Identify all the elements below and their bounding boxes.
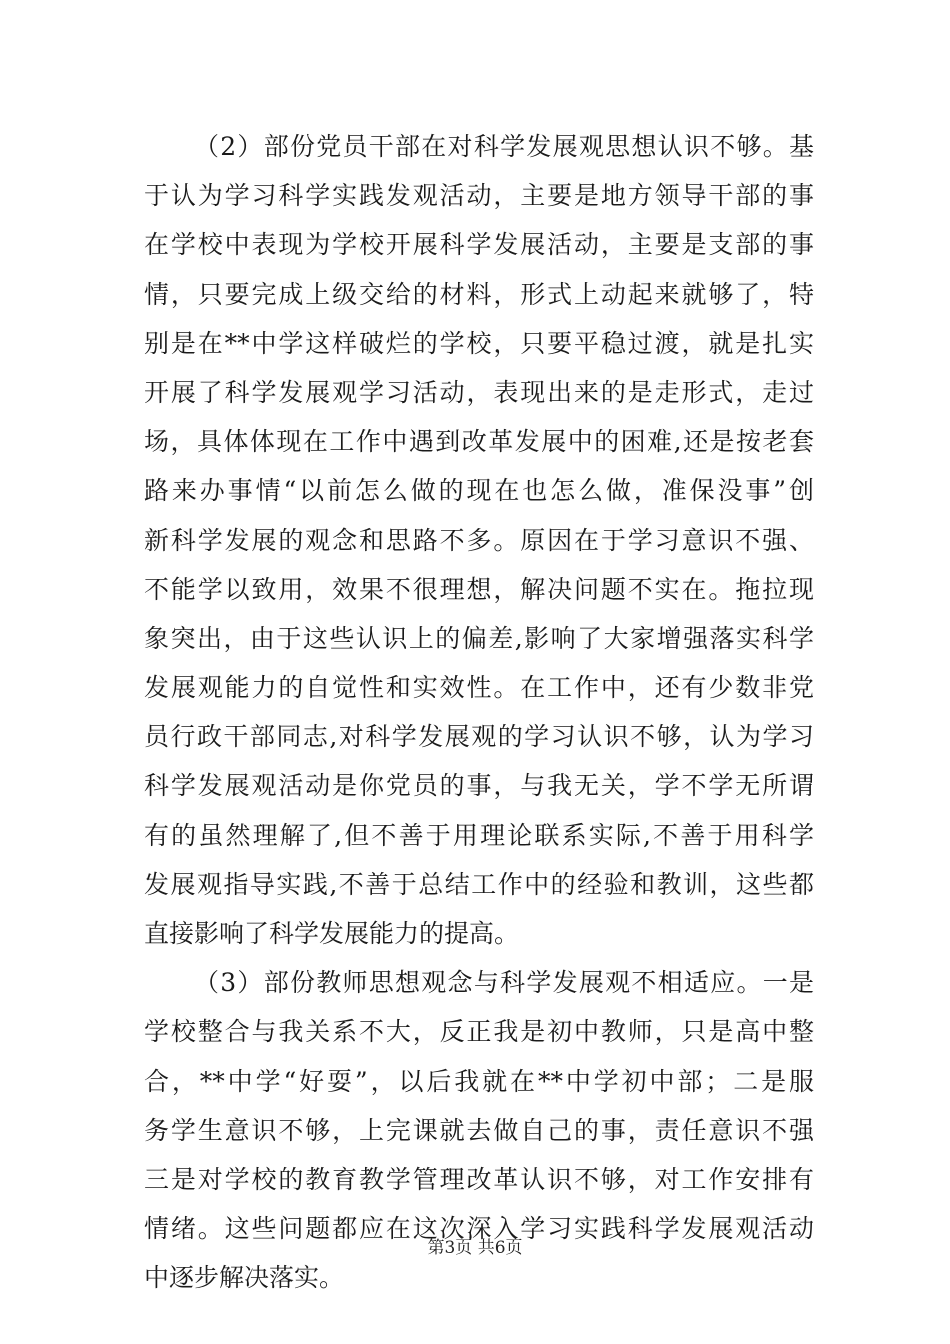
paragraph-2-line-17: 直接影响了科学发展能力的提高。 bbox=[144, 919, 520, 948]
paragraph-3-line-6: 情绪。这些问题都应在这次深入学习实践科学发展观活动 bbox=[144, 1214, 814, 1244]
page-number-footer: 第3页 共6页 bbox=[427, 1238, 523, 1258]
paragraph-2-line-5: 别是在**中学这样破烂的学校，只要平稳过渡，就是扎实 bbox=[144, 328, 814, 358]
paragraph-2-line-16: 发展观指导实践,不善于总结工作中的经验和教训，这些都 bbox=[144, 869, 814, 899]
paragraph-2-line-2: 于认为学习科学实践发观活动，主要是地方领导干部的事 bbox=[144, 181, 814, 211]
paragraph-3-line-2: 学校整合与我关系不大，反正我是初中教师，只是高中整 bbox=[144, 1017, 814, 1047]
paragraph-2-line-6: 开展了科学发展观学习活动，表现出来的是走形式，走过 bbox=[144, 377, 814, 407]
paragraph-3-line-3: 合，**中学“好耍”，以后我就在**中学初中部；二是服 bbox=[144, 1066, 814, 1096]
paragraph-2-line-3: 在学校中表现为学校开展科学发展活动，主要是支部的事 bbox=[144, 230, 814, 260]
paragraph-2-line-12: 发展观能力的自觉性和实效性。在工作中，还有少数非党 bbox=[144, 673, 814, 703]
paragraph-3-line-4: 务学生意识不够，上完课就去做自己的事，责任意识不强 bbox=[144, 1115, 814, 1145]
paragraph-2-line-14: 科学发展观活动是你党员的事，与我无关，学不学无所谓 bbox=[144, 771, 814, 801]
paragraph-2-line-1: （2）部份党员干部在对科学发展观思想认识不够。基 bbox=[194, 132, 814, 161]
paragraph-3-line-7: 中逐步解决落实。 bbox=[144, 1263, 345, 1293]
paragraph-2-line-11: 象突出，由于这些认识上的偏差,影响了大家增强落实科学 bbox=[144, 623, 814, 653]
paragraph-3-line-1: （3）部份教师思想观念与科学发展观不相适应。一是 bbox=[194, 968, 814, 998]
paragraph-2-line-13: 员行政干部同志,对科学发展观的学习认识不够，认为学习 bbox=[144, 722, 814, 752]
paragraph-3-line-5: 三是对学校的教育教学管理改革认识不够，对工作安排有 bbox=[144, 1164, 814, 1194]
paragraph-2-line-10: 不能学以致用，效果不很理想，解决问题不实在。拖拉现 bbox=[144, 574, 814, 604]
paragraph-2-line-7: 场，具体体现在工作中遇到改革发展中的困难,还是按老套 bbox=[144, 427, 814, 457]
paragraph-2-line-4: 情，只要完成上级交给的材料，形式上动起来就够了，特 bbox=[144, 279, 814, 309]
paragraph-2-line-9: 新科学发展的观念和思路不多。原因在于学习意识不强、 bbox=[144, 525, 814, 555]
paragraph-2-line-8: 路来办事情“以前怎么做的现在也怎么做，准保没事”创 bbox=[144, 476, 814, 506]
paragraph-2-line-15: 有的虽然理解了,但不善于用理论联系实际,不善于用科学 bbox=[144, 820, 814, 850]
document-body bbox=[144, 122, 814, 1303]
